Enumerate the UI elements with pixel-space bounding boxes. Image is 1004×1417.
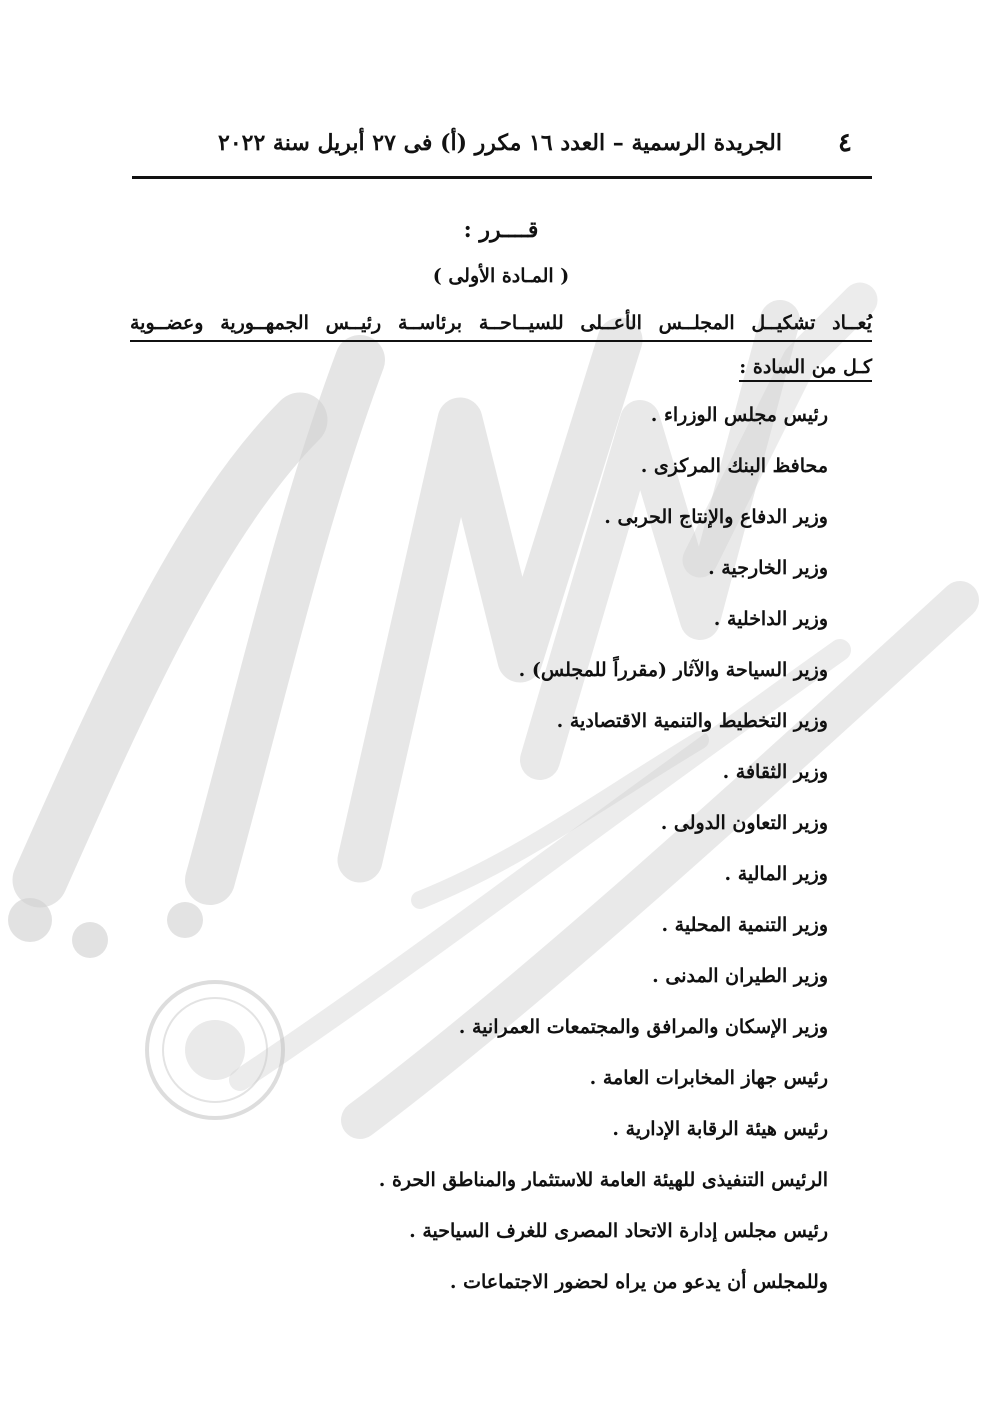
members-list	[130, 390, 872, 1257]
list-item: وزير التخطيط والتنمية الاقتصادية .	[556, 710, 828, 732]
gazette-header-title: الجريدة الرسمية – العدد ١٦ مكرر (أ) فى ٢٧ أبريل سنة ٢٠٢٢	[218, 130, 782, 156]
list-item: وزير السياحة والآثار (مقرراً للمجلس) .	[518, 659, 828, 681]
list-item: الرئيس التنفيذى للهيئة العامة للاستثمار والمناطق الحرة .	[378, 1169, 828, 1191]
page-number: ٤	[838, 128, 852, 158]
list-item: وزير الطيران المدنى .	[652, 965, 828, 987]
watermark-dot	[72, 922, 108, 958]
document-body	[130, 212, 872, 1308]
list-item: وزير التنمية المحلية .	[661, 914, 828, 936]
list-item: رئيس مجلس الوزراء .	[650, 404, 828, 426]
article-intro: يُعــاد تشكيــل المجلــس الأعــلى للسيــاحــة برئاســة رئيــس الجمهــورية وعضــوية	[130, 306, 872, 342]
list-item: رئيس مجلس إدارة الاتحاد المصرى للغرف السياحية .	[409, 1220, 828, 1242]
article-intro-continued	[130, 350, 872, 384]
list-item: رئيس جهاز المخابرات العامة .	[589, 1067, 828, 1089]
list-item: محافظ البنك المركزى .	[640, 455, 828, 477]
list-item: وزير المالية .	[724, 863, 828, 885]
list-item: وزير الداخلية .	[713, 608, 828, 630]
list-item: وزير الخارجية .	[708, 557, 828, 579]
list-item: وزير التعاون الدولى .	[660, 812, 828, 834]
page-header	[132, 128, 872, 168]
list-item: وزير الإسكان والمرافق والمجتمعات العمرانية .	[458, 1016, 828, 1038]
header-divider	[132, 176, 872, 179]
decision-label: قــــرر :	[463, 217, 539, 243]
list-item: رئيس هيئة الرقابة الإدارية .	[612, 1118, 828, 1140]
watermark-dot	[8, 898, 52, 942]
list-item: وزير الدفاع والإنتاج الحربى .	[604, 506, 828, 528]
list-item: وزير الثقافة .	[722, 761, 828, 783]
article-intro-continued-text: كـل من السادة :	[739, 356, 872, 382]
closing-clause: وللمجلس أن يدعو من يراه لحضور الاجتماعات .	[449, 1271, 828, 1293]
article-title: ( المـادة الأولى )	[432, 265, 570, 287]
